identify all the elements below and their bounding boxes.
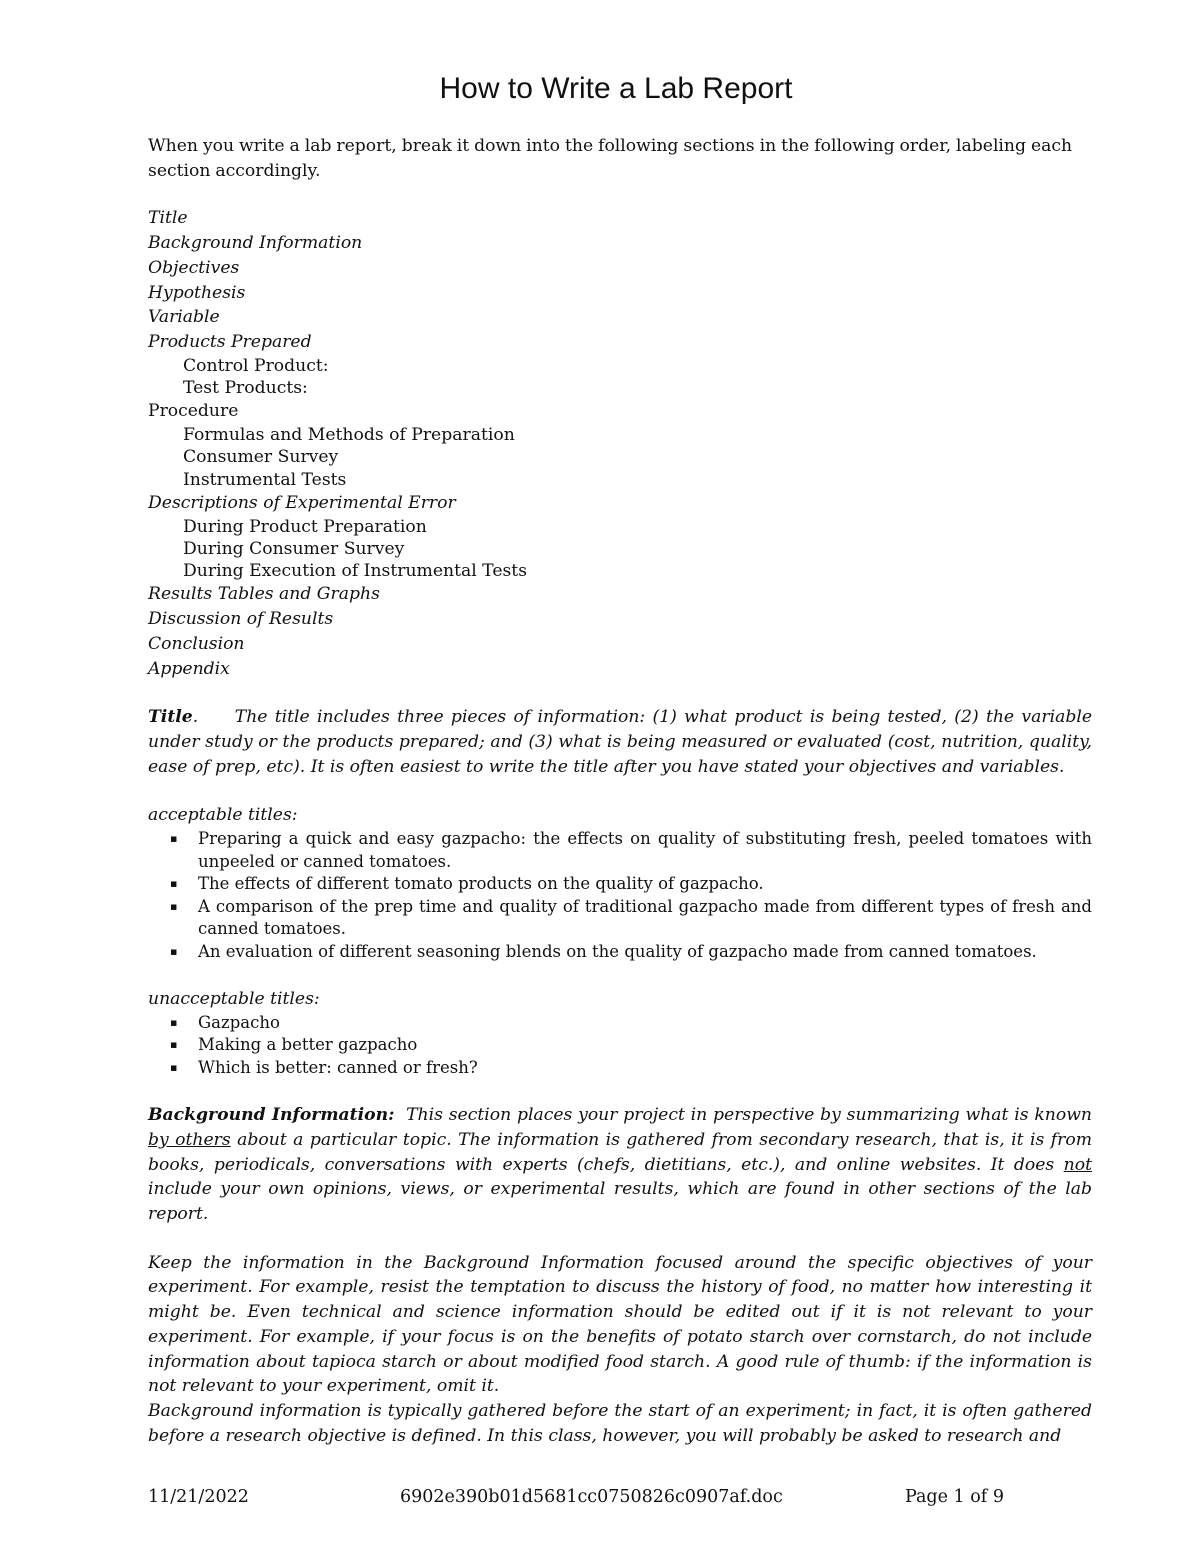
background-text-c: include your own opinions, views, or experimental results, which are found in other sections of the lab report.	[148, 1179, 1092, 1225]
outline-item: Procedure	[148, 401, 239, 422]
outline-item: During Consumer Survey	[183, 538, 405, 559]
outline-item: Consumer Survey	[183, 447, 339, 468]
bullet-text: An evaluation of different seasoning blends on the quality of gazpacho made from canned tomatoes.	[198, 941, 1037, 961]
bullet-item	[148, 896, 1092, 941]
background-underline-by-others: by others	[148, 1129, 231, 1150]
bullet-icon: ▪	[170, 1060, 178, 1074]
bullet-icon: ▪	[170, 832, 178, 846]
background-label: Background Information:	[148, 1105, 395, 1126]
background-paragraph-2: Keep the information in the Background Information focused around the specific objectives of your experiment. For example, resist the temptation to discuss the history of food, no matter how interesting it might be. Even technical and science information should be edited out if it is not relevant to your experiment. For example, if your focus is on the benefits of potato starch over cornstarch, do not include information about tapioca starch or about modified food starch. A good rule of thumb: if the information is not relevant to your experiment, omit it.	[148, 1252, 1092, 1397]
outline-item: Formulas and Methods of Preparation	[183, 424, 515, 445]
bullet-icon: ▪	[170, 1015, 178, 1029]
outline-item: Background Information	[148, 233, 363, 254]
bullet-text: Making a better gazpacho	[198, 1035, 418, 1055]
title-section-text: The title includes three pieces of information: (1) what product is being tested, (2) the variable under study or the products prepared; and (3) what is being measured or evaluated (cost, nutrition, quality, ease of prep, etc). It is often easiest to write the title after you have stated your objectives and variables.	[148, 707, 1092, 777]
outline-item: During Product Preparation	[183, 516, 427, 537]
bullet-item	[148, 941, 1092, 964]
bullet-icon: ▪	[170, 877, 178, 891]
footer-date: 11/21/2022	[148, 1487, 249, 1507]
bullet-item	[148, 873, 1092, 896]
unacceptable-titles-heading: unacceptable titles:	[148, 989, 320, 1010]
document-body	[148, 134, 1092, 1448]
bullet-text: The effects of different tomato products on the quality of gazpacho.	[198, 874, 764, 894]
outline-item: Title	[148, 208, 188, 229]
outline-item: Objectives	[148, 257, 240, 278]
bullet-item	[148, 828, 1092, 873]
outline-item: Discussion of Results	[148, 609, 334, 630]
title-section-label: Title	[148, 707, 193, 728]
bullet-icon: ▪	[170, 944, 178, 958]
bullet-icon: ▪	[170, 1038, 178, 1052]
bullet-item	[148, 1034, 1092, 1057]
bullet-text: A comparison of the prep time and quality of traditional gazpacho made from different types of fresh and canned tomatoes.	[198, 896, 1092, 939]
intro-paragraph: When you write a lab report, break it down into the following sections in the following order, labeling each section accordingly.	[148, 136, 1073, 181]
background-underline-not: not	[1063, 1154, 1092, 1175]
section-outline	[148, 206, 1092, 681]
bullet-text: Preparing a quick and easy gazpacho: the effects on quality of substituting fresh, peeled tomatoes with unpeeled or canned tomatoes.	[198, 829, 1092, 871]
background-text-a: This section places your project in perspective by summarizing what is known	[406, 1105, 1092, 1126]
bullet-text: Gazpacho	[198, 1012, 280, 1032]
unacceptable-titles-list	[148, 1012, 1092, 1080]
footer-page-number: Page 1 of 9	[905, 1487, 1004, 1507]
outline-item: Results Tables and Graphs	[148, 584, 380, 605]
bullet-item	[148, 1057, 1092, 1080]
page-footer	[0, 1487, 1200, 1517]
bullet-icon: ▪	[170, 899, 178, 913]
outline-item: Hypothesis	[148, 282, 246, 303]
outline-item: Conclusion	[148, 633, 245, 654]
acceptable-titles-heading: acceptable titles:	[148, 805, 298, 826]
bullet-item	[148, 1012, 1092, 1035]
background-text-b: about a particular topic. The information is gathered from secondary research, that is, it is from books, periodicals, conversations with experts (chefs, dietitians, etc.), and online websites. It does	[148, 1129, 1092, 1175]
outline-item: During Execution of Instrumental Tests	[183, 561, 528, 582]
outline-item: Products Prepared	[148, 331, 312, 352]
outline-item: Descriptions of Experimental Error	[148, 492, 456, 513]
bullet-text: Which is better: canned or fresh?	[198, 1057, 478, 1077]
acceptable-titles-list	[148, 828, 1092, 963]
background-paragraph-3: Background information is typically gathered before the start of an experiment; in fact, it is often gathered before a research objective is defined. In this class, however, you will probably be asked to research and	[148, 1400, 1092, 1446]
outline-item: Control Product:	[183, 355, 329, 376]
document-title: How to Write a Lab Report	[439, 72, 793, 105]
title-section-paragraph: Title. The title includes three pieces of information: (1) what product is being tested, (2) the variable under study or the products prepared; and (3) what is being measured or evaluated (cost, nutrition, quality, ease of prep, etc). It is often easiest to write the title after you have stated your objectives and variables.	[148, 707, 1092, 777]
background-paragraph-1	[148, 1103, 1092, 1227]
footer-filename: 6902e390b01d5681cc0750826c0907af.doc	[400, 1487, 783, 1507]
outline-item: Instrumental Tests	[183, 469, 347, 490]
outline-item: Variable	[148, 307, 220, 328]
outline-item: Appendix	[148, 658, 230, 679]
outline-item: Test Products:	[183, 377, 308, 398]
